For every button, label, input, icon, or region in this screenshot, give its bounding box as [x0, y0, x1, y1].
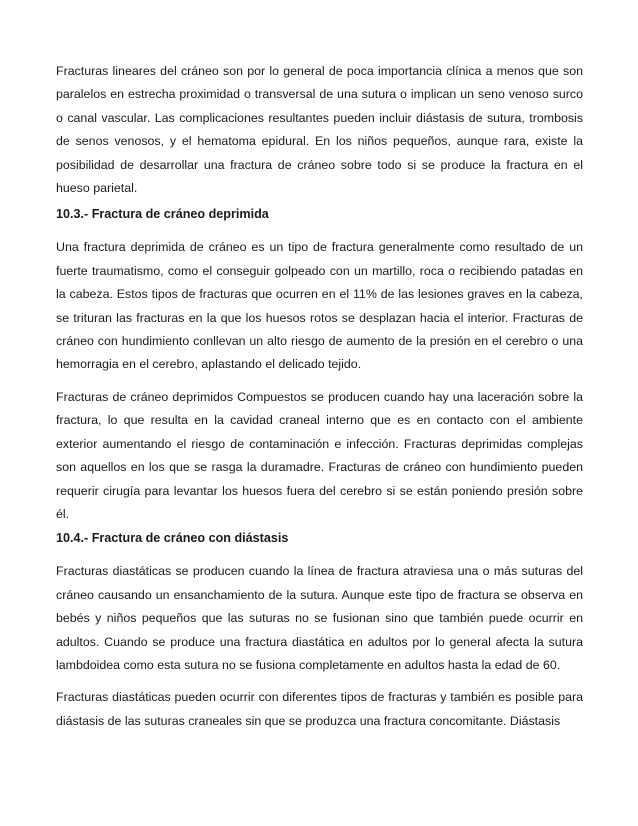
paragraph-linear-fractures: Fracturas lineares del cráneo son por lo general de poca importancia clínica a menos que son paralelos en estrecha proximidad o transversal de una sutura o implican un seno venoso surco o canal vascular. Las complicaciones resultantes pueden incluir diástasis de sutura, trombosis de senos venosos, y el hematoma epidural. En los niños pequeños, aunque rara, existe la posibilidad de desarrollar una fractura de cráneo sobre todo si se produce la fractura en el hueso parietal.: [56, 64, 583, 196]
section-heading-depressed-fracture: 10.3.- Fractura de cráneo deprimida: [56, 207, 269, 222]
paragraph-diastatic-fracture: Fracturas diastáticas se producen cuando la línea de fractura atraviesa una o más suturas del cráneo causando un ensanchamiento de la sutura. Aunque este tipo de fractura se observa en bebés y niños pequeños que las suturas no se fusionan sino que también puede ocurrir en adultos. Cuando se produce una fractura diastática en adultos por lo general afecta la sutura lambdoidea como esta sutura no se fusiona completamente en adultos hasta la edad de 60.: [56, 564, 583, 672]
paragraph-diastatic-types: Fracturas diastáticas pueden ocurrir con diferentes tipos de fracturas y también es posible para diástasis de las suturas craneales sin que se produzca una fractura concomitante. Diástasis: [56, 690, 583, 728]
paragraph-depressed-fracture: Una fractura deprimida de cráneo es un tipo de fractura generalmente como resultado de un fuerte traumatismo, como el conseguir golpeado con un martillo, roca o recibiendo patadas en la cabeza. Estos tipos de fracturas que ocurren en el 11% de las lesiones graves en la cabeza, se trituran las fracturas en la que los huesos rotos se desplazan hacia el interior. Fracturas de cráneo con hundimiento conllevan un alto riesgo de aumento de la presión en el cerebro o una hemorragia en el cerebro, aplastando el delicado tejido.: [56, 240, 583, 372]
section-heading-diastatic-fracture: 10.4.- Fractura de cráneo con diástasis: [56, 531, 289, 546]
paragraph-compound-depressed-fracture: Fracturas de cráneo deprimidos Compuestos se producen cuando hay una laceración sobre la fractura, lo que resulta en la cavidad craneal interno que es en contacto con el ambiente exterior aumentando el riesgo de contaminación e infección. Fracturas deprimidas complejas son aquellos en los que se rasga la duramadre. Fracturas de cráneo con hundimiento pueden requerir cirugía para levantar los huesos fuera del cerebro si se están poniendo presión sobre él.: [56, 389, 583, 521]
document-page: [56, 60, 583, 733]
